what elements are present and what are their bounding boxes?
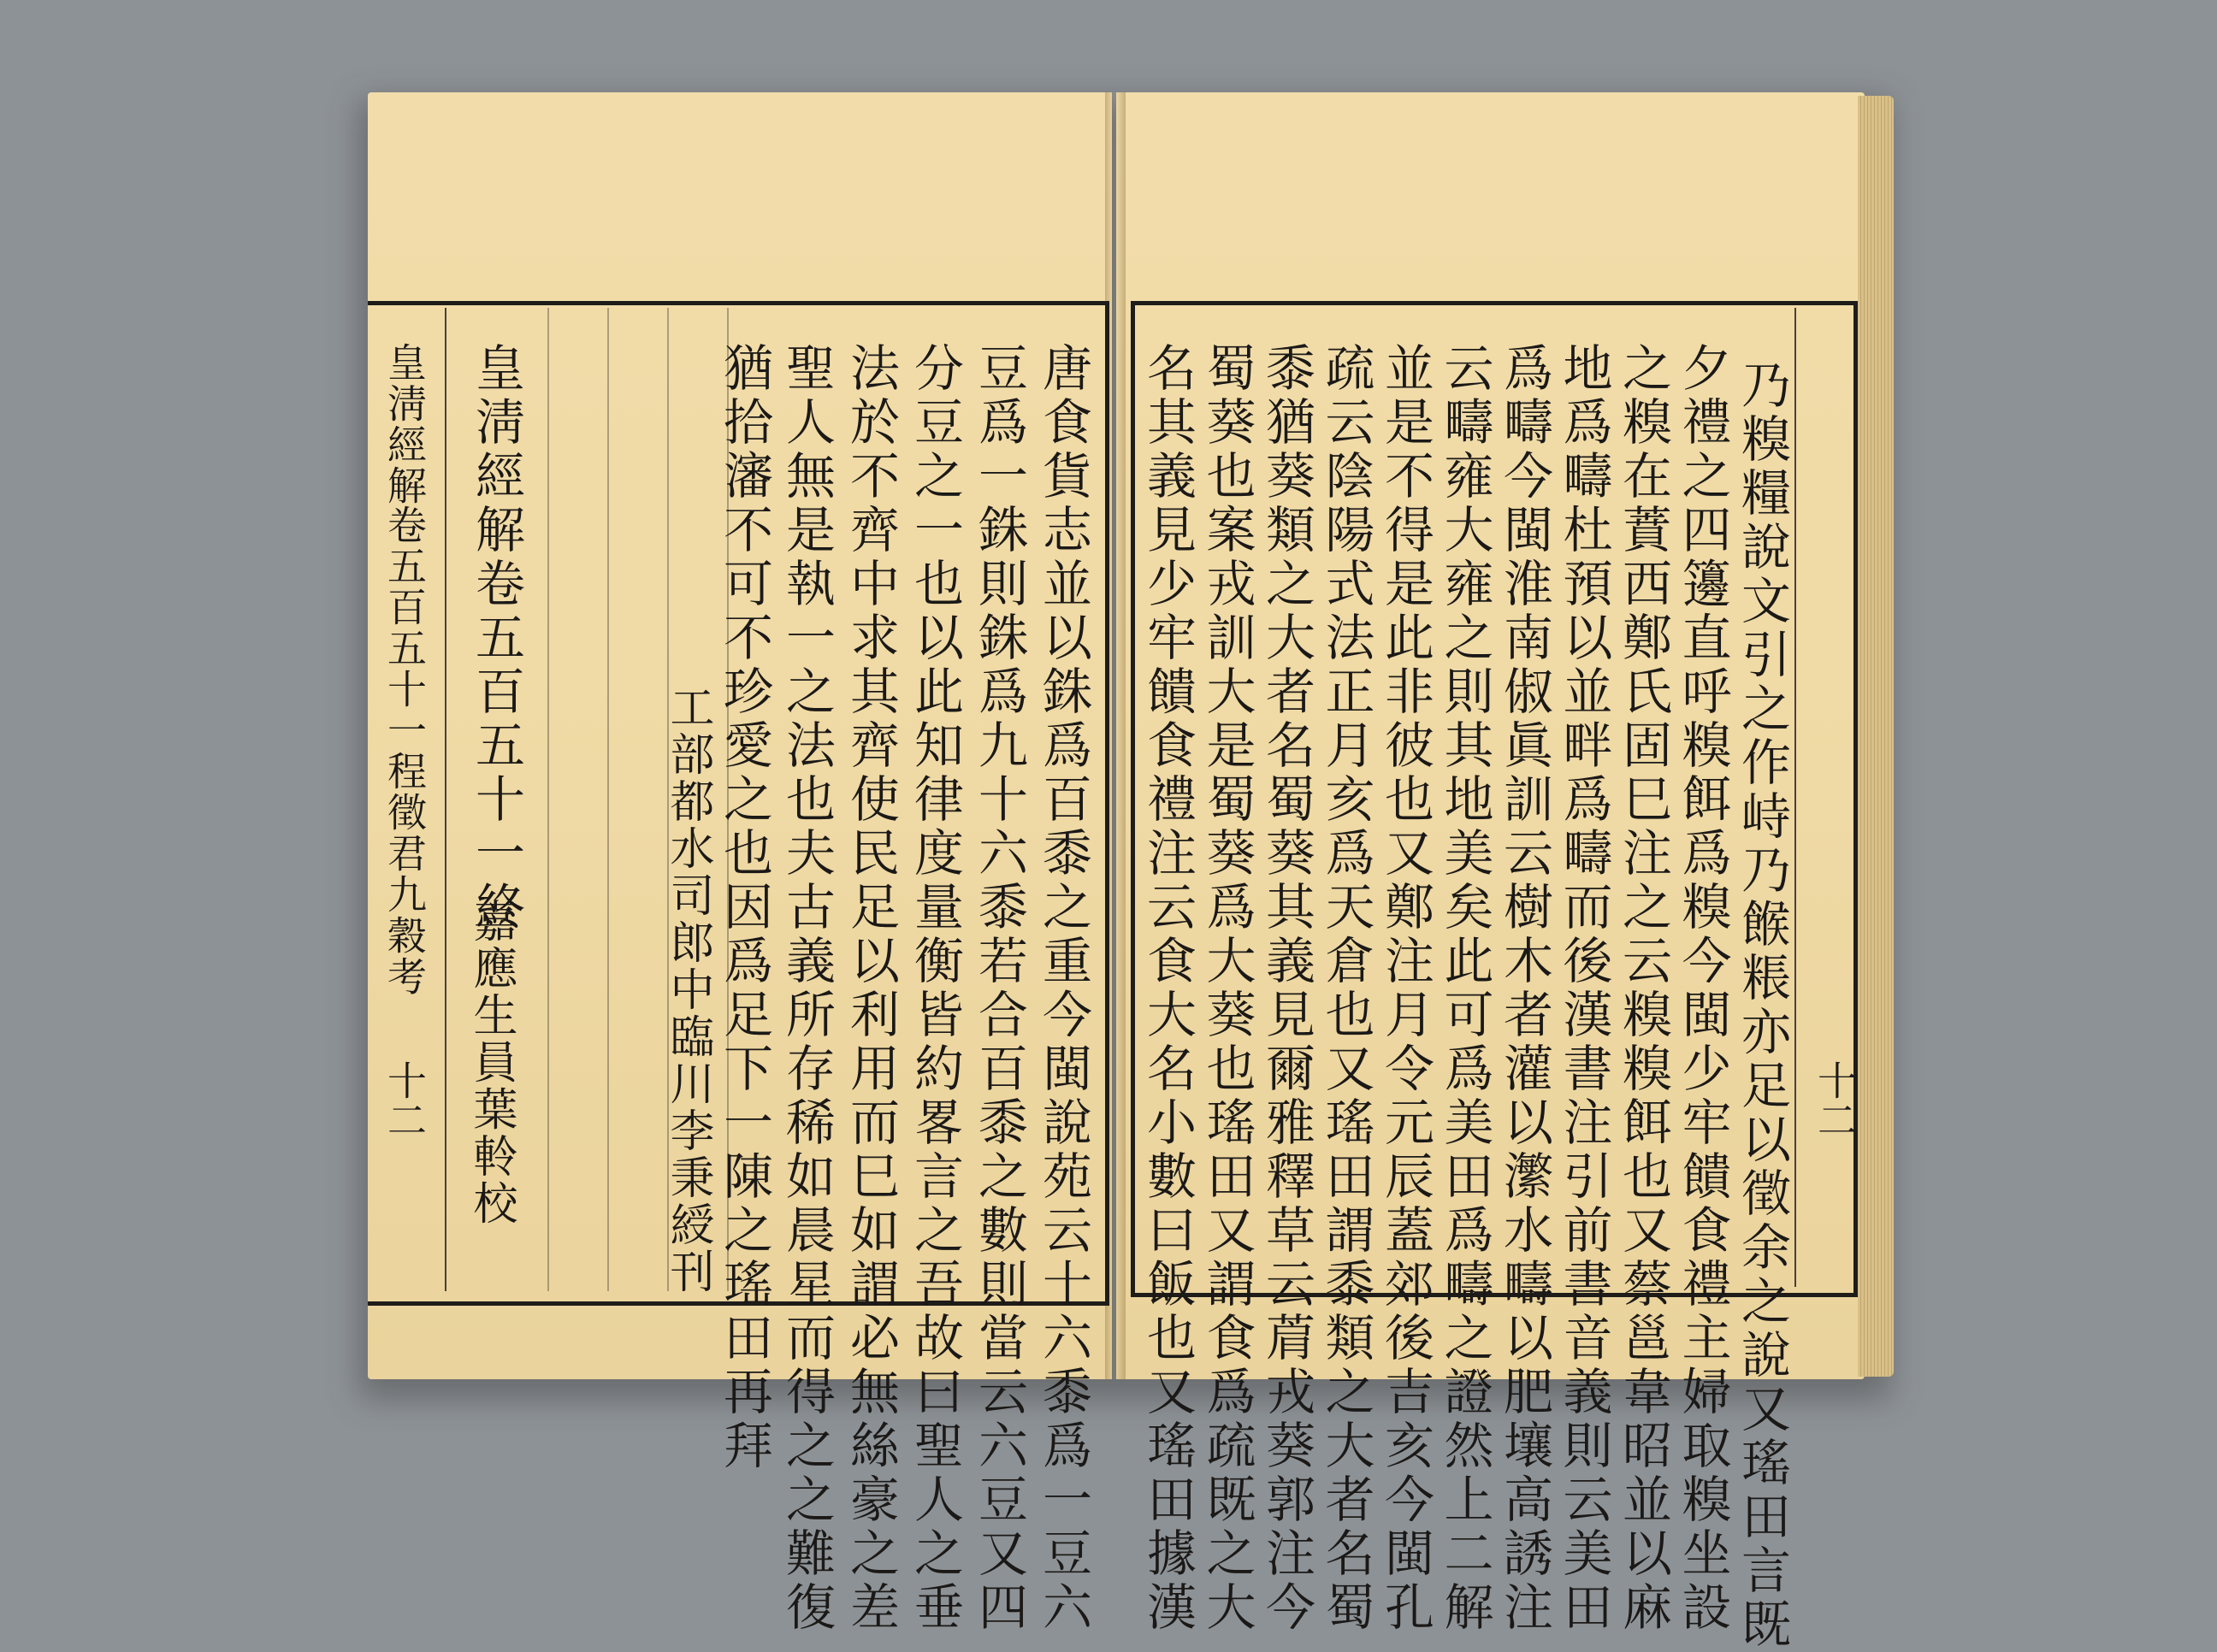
- text-column: 爲疇今閩淮南俶眞訓云樹木者灌以瀿水疇以肥壤高誘注: [1495, 342, 1553, 1635]
- text-column: 黍猶葵類之大者名蜀葵其義見爾雅釋草云菺戎葵郭注今: [1257, 342, 1315, 1635]
- right-page-number: 十二: [1812, 1060, 1858, 1139]
- column-rule: [547, 308, 549, 1291]
- text-column: 蜀葵也案戎訓大是蜀葵爲大葵也瑤田又謂食爲疏既之大: [1197, 342, 1256, 1635]
- text-column: 地爲疇杜預以並畔爲疇而後漢書注引前書音義則云美田: [1554, 342, 1613, 1635]
- page-edges: [1858, 96, 1894, 1377]
- chapter-end-title: 皇淸經解卷五百五十一終: [467, 342, 525, 935]
- text-column: 夕禮之四籩直呼糗餌爲糗今閩少牢饋食禮主婦取糗坐設: [1673, 342, 1732, 1635]
- text-column: 之糗在蕡西鄭氏固巳注之云糗糗餌也又蔡邕韋昭並以麻: [1614, 342, 1672, 1635]
- text-column: 乃糗糧說文引之作峙乃餱粻亦足以徵余之說又瑤田言既: [1733, 359, 1791, 1652]
- fold-volume: 卷五百五十一程徵君九穀考: [381, 504, 428, 997]
- right-fold-line: [1794, 308, 1796, 1287]
- text-column: 云疇雍大雍之則其地美矣此可爲美田爲疇之證然上二解: [1435, 342, 1494, 1635]
- fold-title: 皇淸經解: [381, 342, 428, 506]
- colophon-publisher: 工部都水司郎中臨川李秉綬刊: [662, 684, 713, 1295]
- proofreader-credit: 嘉應生員葉軨校: [465, 898, 517, 1227]
- text-column: 疏云陰陽式法正月亥爲天倉也又瑤田謂黍類之大者名蜀: [1316, 342, 1375, 1635]
- text-column: 名其義見少牢饋食禮注云食大名小數曰飯也又瑤田據漢: [1138, 342, 1197, 1635]
- text-column: 聖人無是執一之法也夫古義所存稀如晨星而得之之難復: [777, 342, 836, 1635]
- text-column: 猶拾瀋不可不珍愛之也因爲足下一陳之瑤田再拜: [715, 342, 773, 1473]
- column-rule: [607, 308, 609, 1291]
- text-column: 法於不齊中求其齊使民足以利用而巳如謂必無絲豪之差: [842, 342, 900, 1635]
- left-page-number: 十二: [381, 1060, 428, 1139]
- text-column: 豆爲一銖則銖爲九十六黍若合百黍之數則當云六豆又四: [970, 342, 1028, 1635]
- text-column: 並是不得是此非彼也又鄭注月令元辰蓋郊後吉亥今閩孔: [1376, 342, 1434, 1635]
- text-column: 分豆之一也以此知律度量衡皆約畧言之吾故曰聖人之垂: [906, 342, 964, 1635]
- left-fold-line: [445, 308, 446, 1291]
- text-column: 唐食貨志並以銖爲百黍之重今閩說苑云十六黍爲一豆六: [1034, 342, 1092, 1635]
